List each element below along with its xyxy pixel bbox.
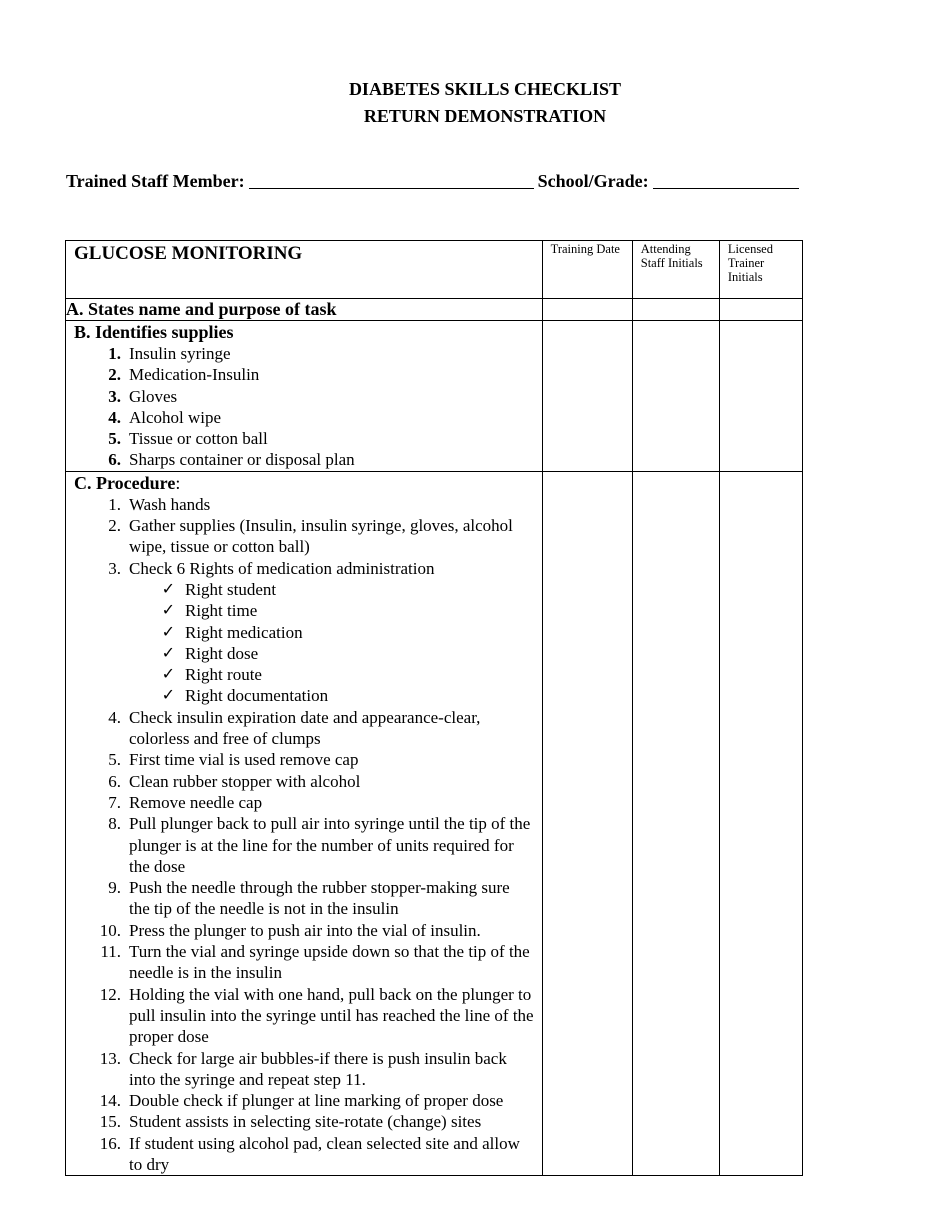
step-number: 8. [108,814,121,834]
supply-text: Sharps container or disposal plan [129,450,355,470]
section-c-title [66,472,542,494]
step-text: Check 6 Rights of medication administration [129,558,435,578]
supply-text: Gloves [129,386,178,406]
attending-staff-cell[interactable] [632,321,719,472]
staff-info-line [66,171,803,192]
step-text: Clean rubber stopper with alcohol [129,771,361,791]
right-text: Right medication [185,622,303,642]
right-item [74,622,534,643]
supply-number: 5. [108,429,121,449]
procedure-step [74,792,534,813]
section-b-title: B. Identifies supplies [74,322,234,342]
supply-item [74,343,534,364]
procedure-step [74,941,534,984]
checkmark-icon: ✓ [161,580,175,598]
skills-table [65,240,803,1176]
step-number: 6. [108,771,121,791]
step-number: 5. [108,750,121,770]
section-b-cell [66,321,543,472]
step-text: Double check if plunger at line marking of proper dose [129,1091,504,1111]
school-grade-label: School/Grade: [537,171,649,191]
procedure-step [74,1048,534,1091]
step-number: 13. [99,1048,121,1068]
staff-member-blank [249,187,534,189]
step-text: Gather supplies (Insulin, insulin syringe, gloves, alcohol wipe, tissue or cotton ball) [129,516,513,557]
right-text: Right dose [185,643,259,663]
supply-text: Insulin syringe [129,344,231,363]
procedure-step [74,749,534,770]
procedure-steps-list [66,494,542,1176]
step-text: Push the needle through the rubber stopper-making sure the tip of the needle is not in the insulin [129,878,510,919]
checkmark-icon: ✓ [161,602,175,620]
table-header-row [66,241,803,299]
training-date-cell[interactable] [542,471,632,1176]
step-text: Turn the vial and syringe upside down so that the tip of the needle is in the insulin [129,942,530,983]
supply-number: 2. [108,365,121,385]
step-text: Check for large air bubbles-if there is push insulin back into the syringe and repeat step 11. [129,1048,507,1089]
procedure-step [74,558,534,579]
supply-item [74,407,534,428]
checkmark-icon: ✓ [161,666,175,684]
procedure-step [74,920,534,941]
glucose-monitoring-header: GLUCOSE MONITORING [66,241,543,299]
checkmark-icon: ✓ [161,644,175,662]
supply-text: Medication-Insulin [129,365,260,385]
supply-text: Alcohol wipe [129,407,222,427]
procedure-step [74,771,534,792]
section-c-cell [66,471,543,1176]
step-text: First time vial is used remove cap [129,750,359,770]
supply-item [74,428,534,449]
procedure-step [74,1090,534,1111]
procedure-step [74,984,534,1048]
right-item [74,600,534,621]
step-text: Wash hands [129,494,211,514]
step-number: 1. [108,494,121,514]
step-number: 12. [99,984,121,1004]
step-text: Holding the vial with one hand, pull back on the plunger to pull insulin into the syringe until has reached the line of the proper dose [129,984,534,1047]
supply-item [74,364,534,385]
checkmark-icon: ✓ [161,623,175,641]
step-number: 4. [108,707,121,727]
procedure-step [74,515,534,558]
licensed-trainer-cell[interactable] [719,321,802,472]
step-number: 3. [108,558,121,578]
step-text: Press the plunger to push air into the vial of insulin. [129,920,481,940]
step-number: 14. [99,1091,121,1111]
procedure-step [74,877,534,920]
right-text: Right time [185,601,258,621]
step-text: Remove needle cap [129,792,263,812]
procedure-step [74,707,534,750]
step-text: Pull plunger back to pull air into syringe until the tip of the plunger is at the line for the number of units required for the dose [129,814,531,876]
table-row [66,321,803,472]
supply-number: 1. [108,344,121,363]
supply-number: 6. [108,450,121,470]
attending-staff-cell[interactable] [632,299,719,321]
supply-text: Tissue or cotton ball [129,429,268,449]
right-item [74,664,534,685]
training-date-cell[interactable] [542,321,632,472]
licensed-trainer-cell[interactable] [719,299,802,321]
procedure-step [74,1133,534,1176]
right-text: Right route [185,665,262,685]
supplies-list [66,343,542,471]
table-row [66,299,803,321]
supply-number: 4. [108,407,121,427]
step-number: 15. [99,1112,121,1132]
right-text: Right documentation [185,686,329,706]
step-text: If student using alcohol pad, clean selected site and allow to dry [129,1133,520,1174]
step-number: 7. [108,792,121,812]
step-number: 2. [108,516,121,536]
staff-member-label: Trained Staff Member: [66,171,245,191]
step-text: Check insulin expiration date and appearance-clear, colorless and free of clumps [129,707,481,749]
supply-number: 3. [108,386,121,406]
procedure-step [74,1111,534,1132]
section-a-title: A. States name and purpose of task [66,299,543,321]
right-item [74,579,534,600]
step-number: 10. [99,920,121,940]
document-title: DIABETES SKILLS CHECKLIST [348,79,622,99]
step-number: 16. [99,1133,121,1153]
attending-staff-header: Attending Staff Initials [632,241,719,299]
document-subtitle: RETURN DEMONSTRATION [363,106,607,126]
procedure-step [74,813,534,877]
licensed-trainer-header: Licensed Trainer Initials [719,241,802,299]
section-c-label: C. Procedure [74,472,176,493]
supply-item [74,449,534,470]
table-row [66,471,803,1176]
step-number: 11. [100,942,121,962]
right-item [74,643,534,664]
supply-item [74,386,534,407]
step-number: 9. [108,878,121,898]
right-text: Right student [185,579,277,599]
step-text: Student assists in selecting site-rotate (change) sites [129,1112,482,1132]
attending-staff-cell[interactable] [632,471,719,1176]
procedure-step [74,494,534,515]
checkmark-icon: ✓ [161,687,175,705]
right-item [74,685,534,706]
school-grade-blank [653,187,799,189]
training-date-cell[interactable] [542,299,632,321]
section-c-colon: : [175,472,181,493]
training-date-header: Training Date [542,241,632,299]
licensed-trainer-cell[interactable] [719,471,802,1176]
